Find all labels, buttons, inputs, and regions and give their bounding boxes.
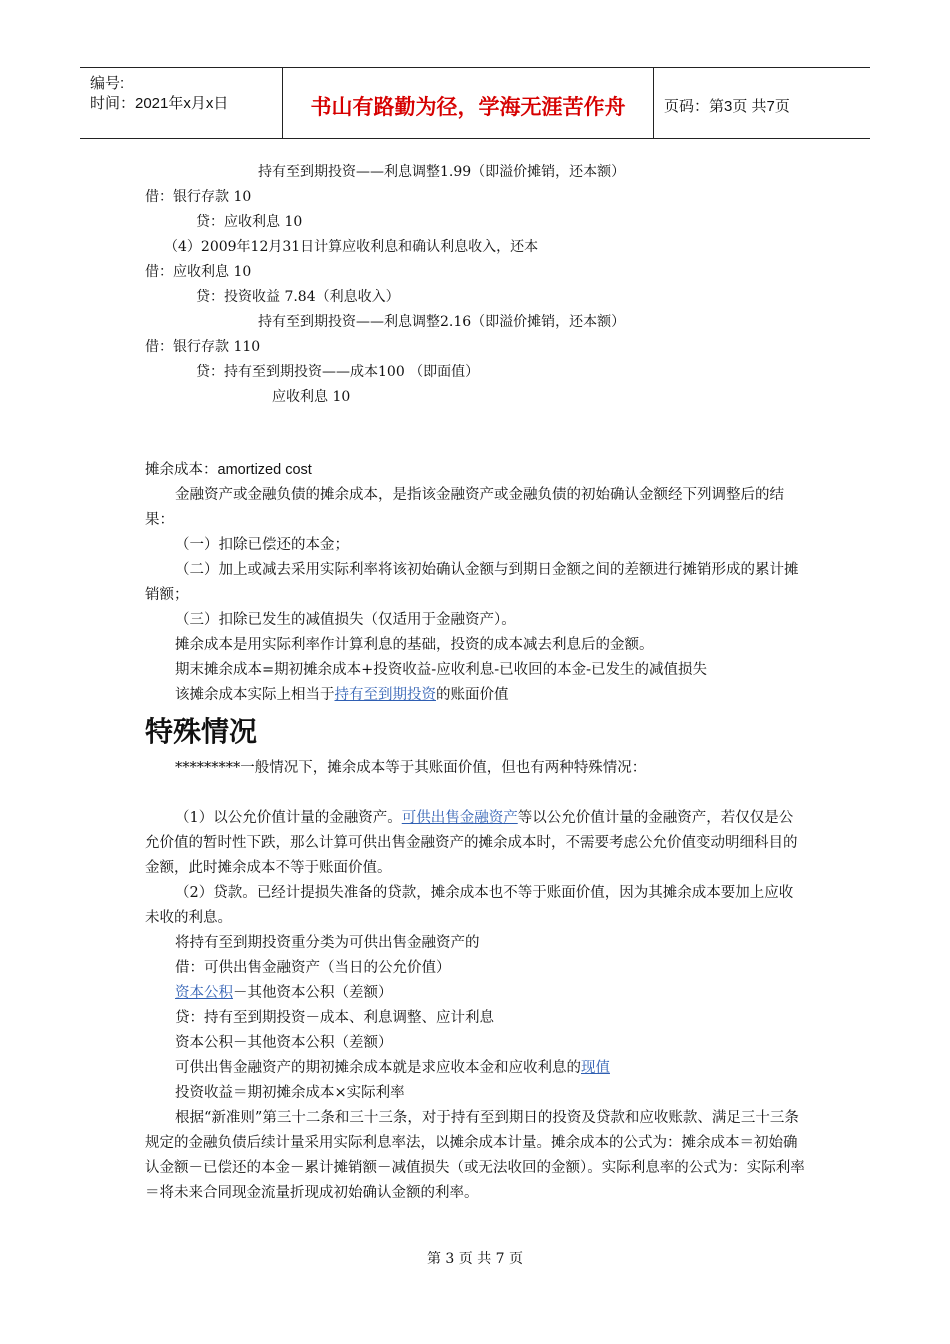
- htm-investment-link[interactable]: 持有至到期投资: [334, 687, 436, 703]
- journal-line: 持有至到期投资——利息调整2.16（即溢价摊销，还本额）: [258, 314, 626, 330]
- paragraph: （二）加上或减去采用实际利率将该初始确认金额与到期日金额之间的差额进行摊销形成的累计摊销额；: [145, 562, 799, 603]
- page-footer: 第 3 页 共 7 页: [426, 1251, 524, 1267]
- paragraph: [145, 683, 805, 708]
- header-motto-cell: [283, 68, 654, 138]
- motto-text: 书山有路勤为径，学海无涯苦作舟: [310, 95, 626, 119]
- doc-number-label: 编号:: [90, 75, 125, 92]
- paragraph: *********一般情况下，摊余成本等于其账面价值，但也有两种特殊情况：: [175, 760, 647, 776]
- paragraph: [145, 806, 805, 881]
- formula: 期末摊余成本=期初摊余成本+投资收益-应收利息-已收回的本金-已发生的减值损失: [175, 662, 707, 678]
- text: 可供出售金融资产的期初摊余成本就是求应收本金和应收利息的: [175, 1060, 581, 1076]
- page-code: 页码：第3页 共7页: [664, 98, 790, 115]
- text: 等以公允价值计量的金融资产，若仅仅是公允价值的暂时性下跌，那么计算可供出售金融资产的摊余成本时，不需要考虑公允价值变动明细科目的金额，此时摊余成本不等于账面价值。: [145, 810, 798, 876]
- journal-line: 应收利息 10: [272, 389, 351, 405]
- journal-line: 贷：应收利息 10: [196, 214, 303, 230]
- paragraph: （一）扣除已偿还的本金；: [175, 537, 349, 553]
- page-header: [80, 67, 870, 139]
- journal-line: 借：银行存款 110: [145, 339, 261, 355]
- present-value-link[interactable]: 现值: [581, 1060, 610, 1076]
- paragraph: 摊余成本是用实际利率作计算利息的基础，投资的成本减去利息后的金额。: [175, 637, 654, 653]
- journal-line: 贷：持有至到期投资——成本100 （即面值）: [196, 364, 480, 380]
- journal-line: （4）2009年12月31日计算应收利息和确认利息收入，还本: [164, 239, 539, 255]
- paragraph: 金融资产或金融负债的摊余成本，是指该金融资产或金融负债的初始确认金额经下列调整后的结果：: [145, 487, 784, 528]
- journal-line: 持有至到期投资——利息调整1.99（即溢价摊销，还本额）: [258, 164, 626, 180]
- paragraph: 将持有至到期投资重分类为可供出售金融资产的: [175, 935, 480, 951]
- header-left-cell: [80, 68, 283, 138]
- term-definition: 摊余成本：amortized cost: [145, 462, 312, 478]
- journal-line: 借：应收利息 10: [145, 264, 252, 280]
- text: （1）以公允价值计量的金融资产。: [175, 810, 402, 826]
- paragraph: 借：可供出售金融资产（当日的公允价值）: [175, 960, 451, 976]
- text: 该摊余成本实际上相当于: [175, 687, 335, 703]
- formula: 投资收益＝期初摊余成本×实际利率: [175, 1085, 405, 1101]
- afs-financial-asset-link[interactable]: 可供出售金融资产: [401, 810, 518, 826]
- paragraph: （2）贷款。已经计提损失准备的贷款，摊余成本也不等于账面价值，因为其摊余成本要加上应收未收的利息。: [145, 885, 794, 926]
- doc-date: 时间：2021年x月x日: [90, 95, 229, 112]
- text: 的账面价值: [436, 687, 509, 703]
- paragraph: [145, 1056, 805, 1081]
- header-page-cell: [654, 68, 870, 138]
- paragraph: [145, 981, 805, 1006]
- capital-reserve-link[interactable]: 资本公积: [175, 985, 233, 1001]
- journal-line: 借：银行存款 10: [145, 189, 252, 205]
- journal-line: 贷：投资收益 7.84（利息收入）: [196, 289, 400, 305]
- paragraph: （三）扣除已发生的减值损失（仅适用于金融资产）。: [175, 612, 516, 628]
- paragraph: 贷：持有至到期投资－成本、利息调整、应计利息: [175, 1010, 494, 1026]
- text: －其他资本公积（差额）: [233, 985, 393, 1001]
- paragraph: 根据“新准则”第三十二条和三十三条，对于持有至到期日的投资及贷款和应收账款、满足三十三条规定的金融负债后续计量采用实际利息率法，以摊余成本计量。摊余成本的公式为：摊余成本＝初始确认金额－已偿还的本金－累计摊销额－减值损失（或无法收回的金额）。实际利息率的公式为：实际利率＝将未来合同现金流量折现成初始确认金额的利率。: [145, 1110, 805, 1201]
- section-heading: 特殊情况: [145, 715, 258, 748]
- paragraph: 资本公积－其他资本公积（差额）: [175, 1035, 393, 1051]
